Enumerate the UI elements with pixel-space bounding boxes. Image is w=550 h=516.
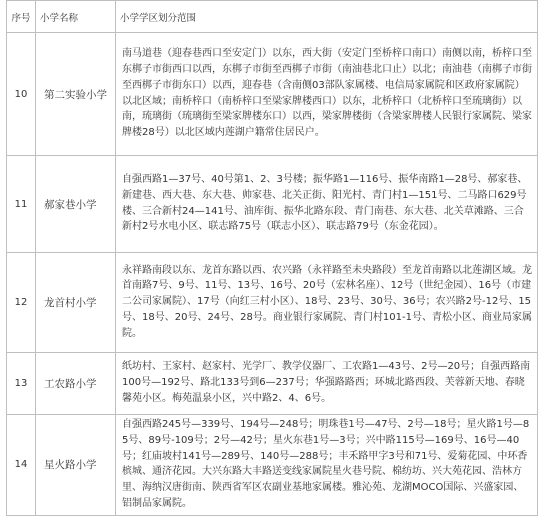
row-school-name: 第二实验小学 [36, 33, 116, 156]
row-district-range: 自强西路1—37号、40号第1、2、3号楼；振华路1—116号、振华南路1—28号、郝家巷、新建巷、西大巷、东大巷、帅家巷、北关正街、阳光村、青门村1—151号、二马路口629号楼、三合新村24—141号、油库街、振华北路东段、青门南巷、东大巷、北关草滩路、三合新村2号水电小区、联志路75号（联志小区）、联志路79号（东金花园）。 [116, 156, 538, 253]
row-district-range: 永祥路南段以东、龙首东路以西、农兴路（永祥路至未央路段）至龙首南路以北莲湖区域。龙首南路7号、9号、11号、13号、16号、20号（宏林名座）、12号（世纪金园）、16号（市建二公司家属院）、17号（向红三村小区）、18号、23号、30号、36号；农兴路2号-12号、15号、18号、20号、24号、28号。商业银行家属院、青门村101-1号、青松小区、商业局家属院。 [116, 253, 538, 353]
table-row [7, 33, 538, 156]
row-serial-number: 12 [7, 253, 36, 353]
header-district-range: 小学学区划分范围 [116, 1, 538, 33]
header-serial-number: 序号 [7, 1, 36, 33]
table-row [7, 156, 538, 253]
row-serial-number: 10 [7, 33, 36, 156]
row-serial-number: 14 [7, 415, 36, 516]
row-district-range: 南马道巷（迎春巷西口至安定门）以东，西大街（安定门至桥梓口南口）南侧以南，桥梓口至东梆子市街西口以西，东梆子市街至西梆子市街（南油巷北口止）以北；南油巷（南梆子市街至西梆子市街东口）以西，迎春巷（含南侧03部队家属楼、电信局家属院和区政府家属院）以北区域；南桥梓口（南桥梓口至梁家牌楼西口）以东，北桥梓口（北桥梓口至琉璃街）以南，琉璃街（琉璃街至梁家牌楼东口）以西，梁家牌楼街（含梁家牌楼人民银行家属院、梁家牌楼28号）以北区域内莲湖户籍常住居民户。 [116, 33, 538, 156]
table-row [7, 415, 538, 516]
row-school-name: 龙首村小学 [36, 253, 116, 353]
row-school-name: 郝家巷小学 [36, 156, 116, 253]
row-school-name: 工农路小学 [36, 353, 116, 415]
table-row [7, 353, 538, 415]
table-header-row [7, 1, 538, 33]
row-serial-number: 11 [7, 156, 36, 253]
row-school-name: 星火路小学 [36, 415, 116, 516]
row-district-range: 自强西路245号—339号、194号—248号；明珠巷1号—47号、2号—18号；星火路1号—85号、89号-109号；2号—42号；星火东巷1号—3号；兴中路115号—169号、16号—40号；红庙坡村141号—289号、140号—288号；丰禾路甲字3号和71号、爱菊花园、中环香槟城、通济花园。大兴东路大丰路送变线家属院星火巷号院、棉纺坊、兴大苑花园、浩林方里、海纳汉唐街南、陕西省军区农副业基地家属楼。雅沁苑、龙湖MOCO国际、兴盛家园、铝制品家属院。 [116, 415, 538, 516]
row-district-range: 纸坊村、王家村、赵家村、光学厂、教学仪器厂、工农路1—43号、2号—20号；自强西路南100号—192号、路北133号到6—237号；华强路路西；环城北路西段、芙蓉新天地、春晓馨苑小区。梅苑温泉小区，兴中路2、4、6号。 [116, 353, 538, 415]
row-serial-number: 13 [7, 353, 36, 415]
table-row [7, 253, 538, 353]
school-district-table [6, 0, 538, 516]
header-school-name: 小学名称 [36, 1, 116, 33]
